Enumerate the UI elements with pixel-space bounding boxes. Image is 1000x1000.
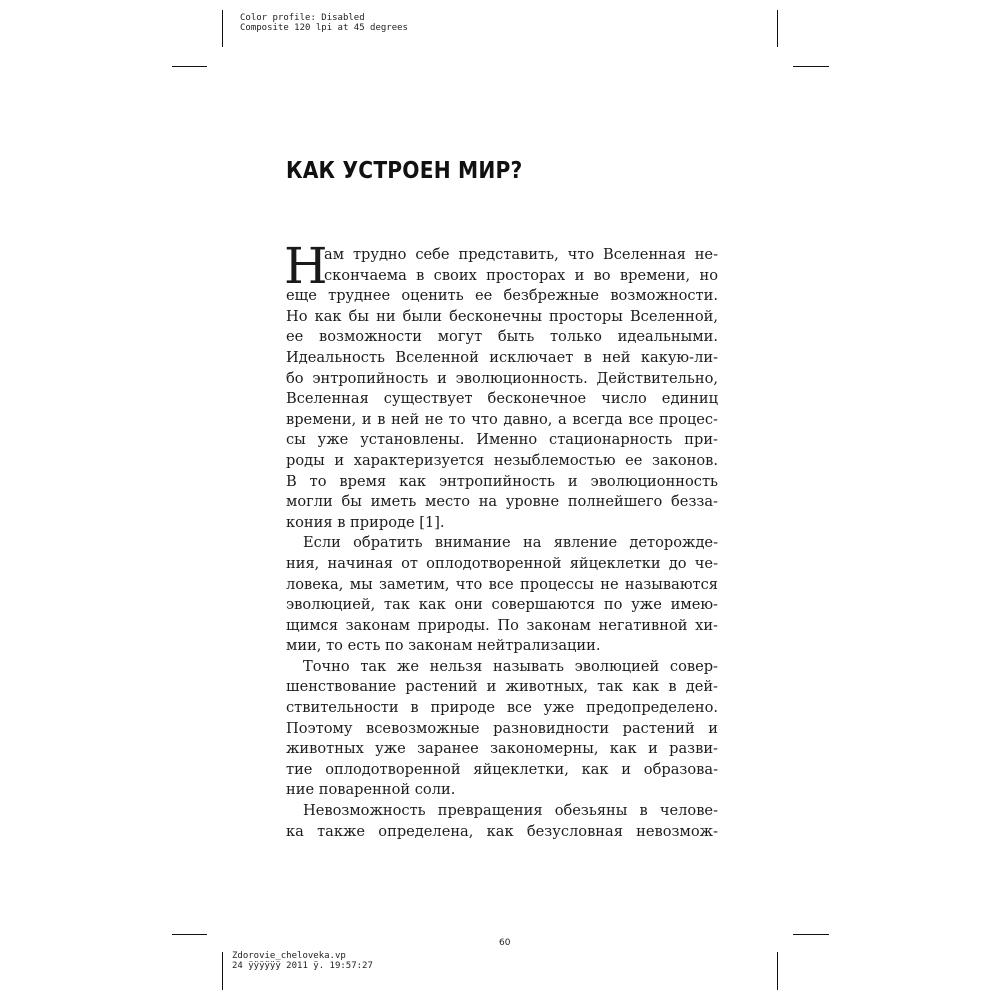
text-line: В то время как энтропийность и эволюционность: [286, 472, 718, 490]
text-line: шенствование растений и животных, так как в дей-: [286, 678, 718, 696]
text-line: ния, начиная от оплодотворенной яйцеклетки до че-: [286, 554, 718, 572]
text-line: эволюцией, так как они совершаются по уже имею-: [286, 596, 718, 614]
text-line: Но как бы ни были бесконечны просторы Вселенной,: [286, 307, 718, 325]
text-line: Если обратить внимание на явление деторожде-: [303, 534, 718, 552]
text-line: тие оплодотворенной яйцеклетки, как и образова-: [286, 760, 718, 778]
text-line: мии, то есть по законам нейтрализации.: [286, 637, 601, 655]
crop-mark: [793, 934, 829, 935]
text-line: бо энтропийность и эволюционность. Действительно,: [286, 369, 718, 387]
text-line: животных уже заранее закономерны, как и разви-: [286, 740, 718, 758]
text-line: Невозможность превращения обезьяны в челове-: [303, 802, 718, 820]
text-line: ее возможности могут быть только идеальными.: [286, 328, 718, 346]
color-profile-text: Color profile: Disabled: [240, 13, 365, 23]
crop-mark: [793, 66, 829, 67]
timestamp-text: 24 ÿÿÿÿÿÿ 2011 ÿ. 19:57:27: [232, 961, 373, 971]
drop-cap: Н: [284, 237, 328, 295]
text-line: времени, и в ней не то что давно, а всегда все процес-: [286, 410, 718, 428]
text-line: кония в природе [1].: [286, 513, 445, 531]
crop-mark: [777, 10, 778, 47]
text-line: роды и характеризуется незыблемостью ее законов.: [286, 451, 718, 469]
text-line: ствительности в природе все уже предопределено.: [286, 699, 718, 717]
text-line: могли бы иметь место на уровне полнейшего безза-: [286, 493, 718, 511]
file-name-text: Zdorovie_cheloveka.vp: [232, 951, 346, 961]
text-line: ка также определена, как безусловная невозмож-: [286, 822, 718, 840]
text-line: ние поваренной соли.: [286, 781, 456, 799]
text-line: щимся законам природы. По законам негативной хи-: [286, 616, 718, 634]
composite-text: Composite 120 lpi at 45 degrees: [240, 23, 408, 33]
text-line: Поэтому всевозможные разновидности растений и: [286, 719, 718, 737]
text-line: ловека, мы заметим, что все процессы не называются: [286, 575, 718, 593]
crop-mark: [777, 952, 778, 990]
printer-slug-top: [240, 13, 408, 33]
crop-mark: [222, 10, 223, 47]
text-line: сы уже установлены. Именно стационарность при-: [286, 431, 718, 449]
chapter-title: КАК УСТРОЕН МИР?: [286, 158, 523, 184]
text-line: Вселенная существует бесконечное число единиц: [286, 390, 718, 408]
text-line: Идеальность Вселенной исключает в ней какую-ли-: [286, 348, 718, 366]
crop-mark: [222, 952, 223, 990]
body-text: [284, 237, 718, 842]
printer-slug-bottom: [232, 951, 373, 971]
text-line: ам трудно себе представить, что Вселенная не-: [324, 246, 718, 263]
text-line: Точно так же нельзя называть эволюцией совер-: [303, 657, 718, 675]
crop-mark: [172, 66, 207, 67]
crop-mark: [172, 934, 207, 935]
text-line: еще труднее оценить ее безбрежные возможности.: [286, 287, 718, 305]
page-number: 60: [499, 938, 511, 948]
text-line: скончаема в своих просторах и во времени, но: [324, 266, 718, 284]
